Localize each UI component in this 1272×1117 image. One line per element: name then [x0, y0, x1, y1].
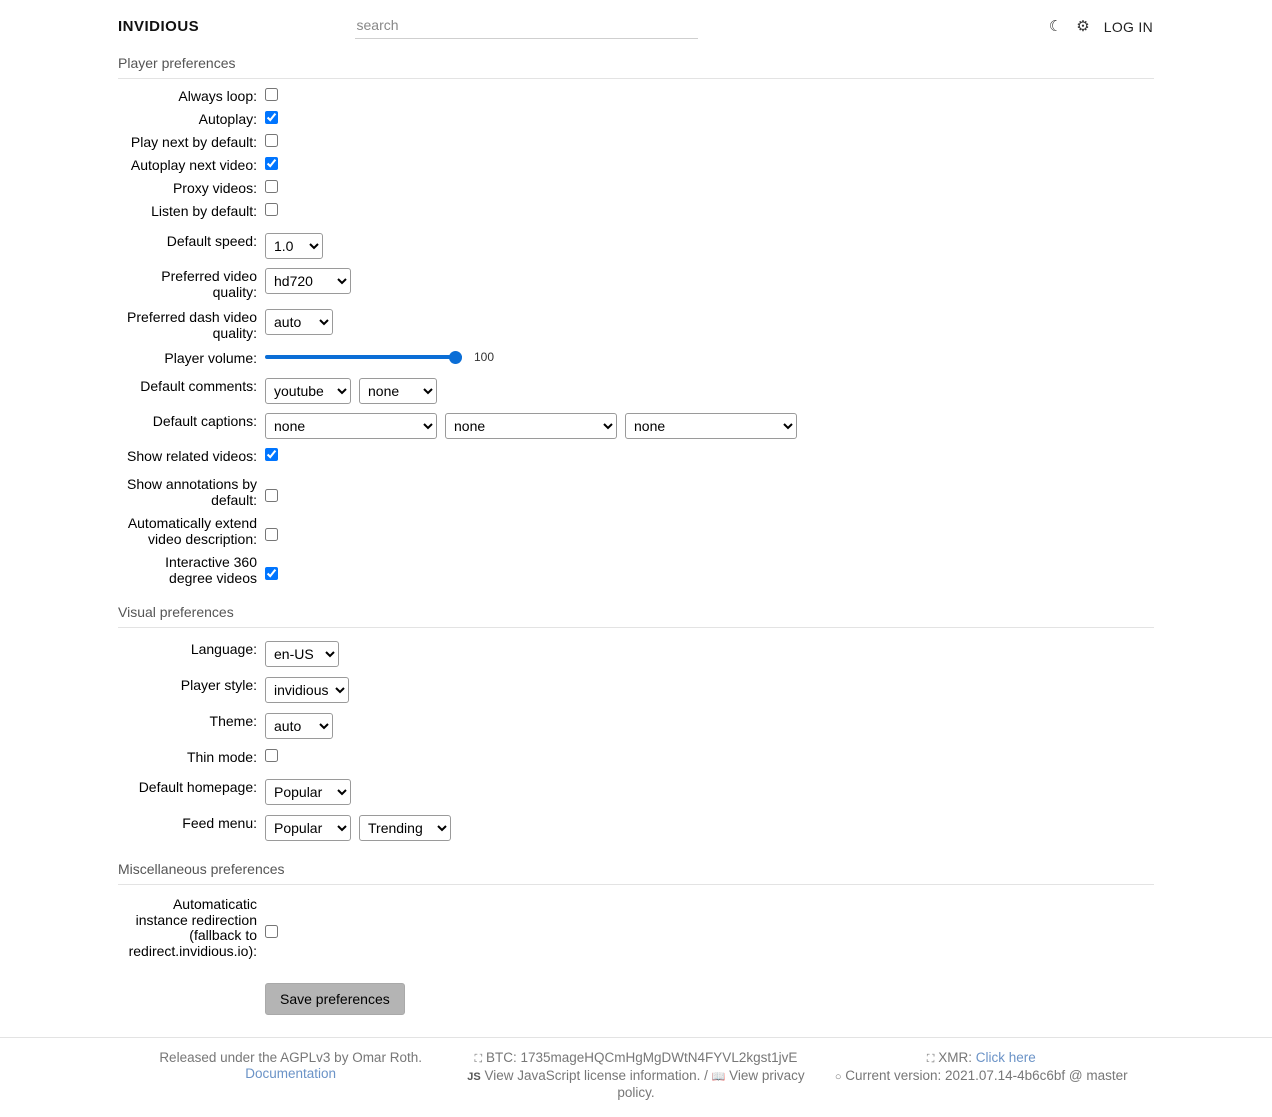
preferences-page: [0, 49, 1272, 1015]
brand-logo[interactable]: INVIDIOUS: [118, 18, 200, 35]
label-player-volume: Player volume:: [164, 350, 257, 366]
pref-row-theme: [118, 712, 1154, 739]
book-icon: 📖: [711, 1070, 726, 1083]
version-link[interactable]: Current version: 2021.07.14-4b6c6bf @ master: [845, 1067, 1128, 1083]
save-row: [118, 983, 1154, 1015]
pref-row-show-related-videos: [118, 447, 1154, 469]
footer-col-license: [118, 1050, 463, 1101]
label-listen-by-default: Listen by default:: [151, 203, 257, 219]
page-footer: [0, 1037, 1272, 1117]
pref-row-play-next-by-default: [118, 133, 1154, 155]
label-show-related-videos: Show related videos:: [127, 448, 257, 464]
select-feed-menu-2[interactable]: [359, 815, 451, 841]
search-input[interactable]: [355, 14, 698, 39]
pref-row-preferred-video-quality: [118, 267, 1154, 300]
section-title-misc: Miscellaneous preferences: [118, 855, 1154, 885]
select-default-homepage[interactable]: [265, 779, 351, 805]
section-title-visual: Visual preferences: [118, 598, 1154, 628]
checkbox-proxy-videos[interactable]: [265, 180, 278, 193]
pref-row-feed-menu: [118, 814, 1154, 841]
pref-row-default-speed: [118, 232, 1154, 259]
checkbox-extend-description[interactable]: [265, 528, 278, 541]
checkbox-always-loop[interactable]: [265, 88, 278, 101]
pref-row-interactive-360: [118, 553, 1154, 586]
label-default-captions: Default captions:: [152, 413, 257, 429]
checkbox-interactive-360[interactable]: [265, 567, 278, 580]
pref-row-player-style: [118, 676, 1154, 703]
label-preferred-video-quality: Preferred video quality:: [161, 268, 257, 300]
footer-license-text: Released under the AGPLv3 by Omar Roth.: [159, 1050, 422, 1065]
label-thin-mode: Thin mode:: [186, 749, 257, 765]
label-language: Language:: [190, 641, 257, 657]
select-default-captions-2[interactable]: [445, 413, 617, 439]
top-navbar: [0, 0, 1272, 49]
js-badge-icon: JS: [467, 1070, 481, 1083]
label-theme: Theme:: [209, 713, 257, 729]
checkbox-autoplay-next-video[interactable]: [265, 157, 278, 170]
label-show-annotations: Show annotations by default:: [127, 476, 257, 508]
github-icon: ○: [834, 1070, 842, 1083]
select-language[interactable]: [265, 641, 339, 667]
pref-row-proxy-videos: [118, 179, 1154, 201]
checkbox-instance-redirection[interactable]: [265, 925, 278, 938]
checkbox-thin-mode[interactable]: [265, 749, 278, 762]
monero-icon: ⛶: [926, 1053, 935, 1065]
select-player-style[interactable]: [265, 677, 349, 703]
select-feed-menu-1[interactable]: [265, 815, 351, 841]
pref-row-instance-redirection: [118, 895, 1154, 959]
navbar-right: [699, 19, 1272, 35]
slider-player-volume[interactable]: [265, 355, 462, 359]
checkbox-autoplay[interactable]: [265, 111, 278, 124]
footer-col-donate: [463, 1050, 808, 1101]
bitcoin-icon: ⛶: [474, 1053, 483, 1065]
pref-row-always-loop: [118, 87, 1154, 109]
select-default-speed[interactable]: [265, 233, 323, 259]
pref-row-listen-by-default: [118, 202, 1154, 224]
xmr-label: XMR:: [938, 1050, 976, 1065]
label-autoplay: Autoplay:: [198, 111, 257, 127]
label-feed-menu: Feed menu:: [182, 815, 257, 831]
moon-icon[interactable]: ☾: [1048, 18, 1063, 35]
js-license-link[interactable]: View JavaScript license information.: [484, 1067, 701, 1083]
checkbox-play-next-by-default[interactable]: [265, 134, 278, 147]
label-autoplay-next-video: Autoplay next video:: [130, 157, 257, 173]
save-preferences-button[interactable]: Save preferences: [265, 983, 405, 1015]
xmr-link[interactable]: Click here: [975, 1050, 1036, 1065]
pref-row-autoplay-next-video: [118, 156, 1154, 178]
select-theme[interactable]: [265, 713, 333, 739]
pref-row-autoplay: [118, 110, 1154, 132]
pref-row-player-volume: [118, 349, 1154, 371]
footer-col-version: [809, 1050, 1154, 1101]
checkbox-listen-by-default[interactable]: [265, 203, 278, 216]
label-interactive-360: Interactive 360 degree videos: [165, 554, 257, 586]
footer-separator: /: [704, 1067, 708, 1083]
pref-row-language: [118, 640, 1154, 667]
privacy-policy-link[interactable]: View privacy policy.: [617, 1067, 805, 1100]
select-preferred-dash-quality[interactable]: [265, 309, 333, 335]
label-proxy-videos: Proxy videos:: [172, 180, 257, 196]
section-title-player: Player preferences: [118, 49, 1154, 79]
pref-row-thin-mode: [118, 748, 1154, 770]
pref-row-preferred-dash-quality: [118, 308, 1154, 341]
label-instance-redirection: Automaticatic instance redirection (fallback to redirect.invidious.io):: [128, 896, 257, 959]
checkbox-show-annotations[interactable]: [265, 489, 278, 502]
documentation-link[interactable]: Documentation: [245, 1065, 337, 1081]
pref-row-default-homepage: [118, 778, 1154, 805]
select-preferred-video-quality[interactable]: [265, 268, 351, 294]
login-link[interactable]: LOG IN: [1103, 18, 1153, 35]
checkbox-show-related-videos[interactable]: [265, 448, 278, 461]
label-extend-description: Automatically extend video description:: [127, 515, 257, 547]
pref-row-extend-description: [118, 514, 1154, 547]
select-default-comments-primary[interactable]: [265, 378, 351, 404]
gear-icon[interactable]: ⚙: [1076, 18, 1090, 35]
player-volume-value: 100: [474, 350, 495, 364]
label-default-comments: Default comments:: [140, 378, 257, 394]
label-player-style: Player style:: [180, 677, 257, 693]
pref-row-show-annotations: [118, 475, 1154, 508]
pref-row-default-comments: [118, 377, 1154, 404]
label-default-homepage: Default homepage:: [138, 779, 257, 795]
pref-row-default-captions: [118, 412, 1154, 439]
navbar-left: [0, 18, 353, 35]
navbar-center: [353, 14, 699, 39]
label-default-speed: Default speed:: [166, 233, 257, 249]
label-preferred-dash-quality: Preferred dash video quality:: [127, 309, 257, 341]
btc-address-link[interactable]: BTC: 1735mageHQCmHgMgDWtN4FYVL2kgst1jvE: [486, 1050, 798, 1065]
label-always-loop: Always loop:: [178, 88, 257, 104]
select-default-captions-1[interactable]: [265, 413, 437, 439]
select-default-comments-secondary[interactable]: [359, 378, 437, 404]
select-default-captions-3[interactable]: [625, 413, 797, 439]
label-play-next-by-default: Play next by default:: [130, 134, 257, 150]
